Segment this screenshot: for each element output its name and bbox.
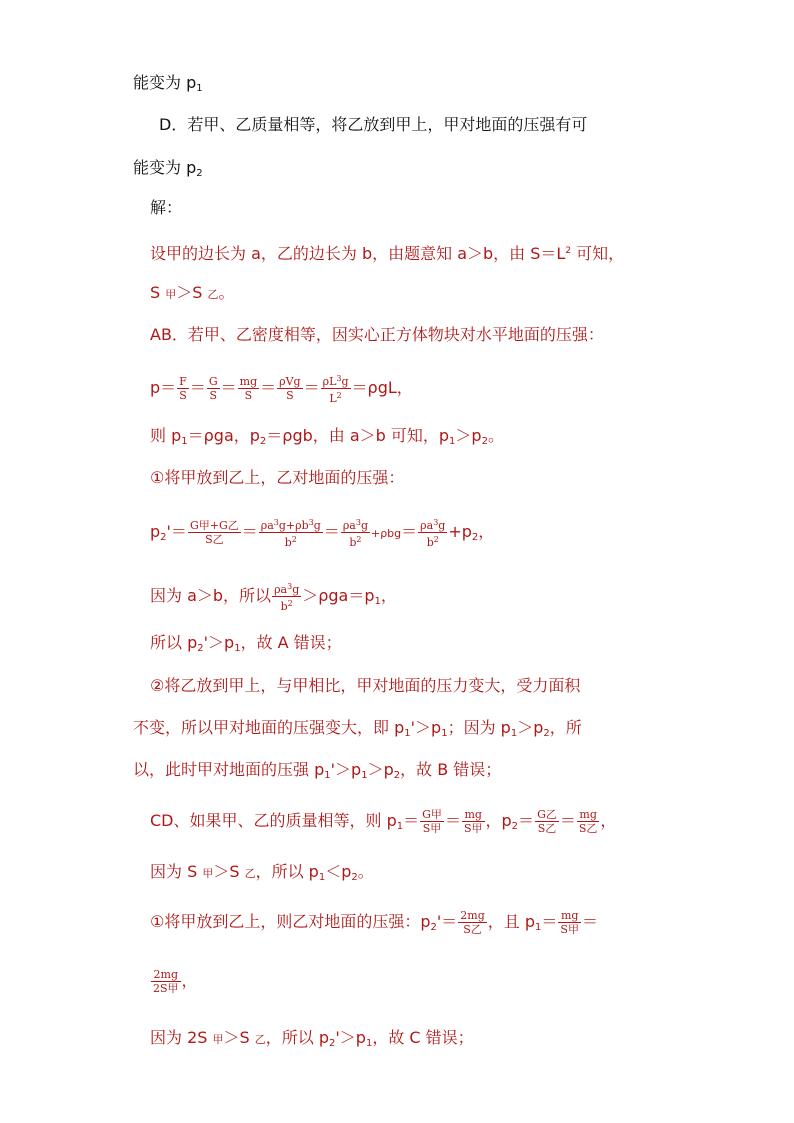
solution-label: 解： xyxy=(150,198,183,217)
text-line: S 甲＞S 乙。 xyxy=(150,283,235,302)
formula-p2-prime-mass: ①将甲放到乙上，则乙对地面的压强：$p_2'=$ $\frac{2mg}{\text{S乙}}$ ，且 $p_1=$ $\frac{mg}{\text{S甲}}$ ＝ xyxy=(150,909,598,936)
formula-pressure: p＝ $\frac{F}{S}$ ＝ $\frac{G}{S}$ ＝ $\frac{mg}{S}$ ＝ $\frac{\text{ρVg}}{S}$ ＝ $\frac{\rho L^3g}{L^2}$ ＝ρgL， xyxy=(150,374,413,405)
option-d: D．若甲、乙质量相等，将乙放到甲上，甲对地面的压强有可 xyxy=(159,115,588,134)
formula-p2-prime: $p_2'=$ $\frac{\text{G甲+G乙}}{\text{S乙}}$ ＝ $\frac{\rho a^3g+\rho b^3g}{b^2}$ ＝ $\frac{\rho a^3g}{b^2}$ +ρbg＝ $\frac{\rho a^3g}{b^2}$ $+p_2$， xyxy=(150,518,495,549)
text-line: 所以 $p_2'>p_1$，故 A 错误； xyxy=(150,633,342,654)
text-line: 则 $p_1=\rho ga$，$p_2=\rho gb$，由 a＞b 可知，$p_1>p_2$。 xyxy=(150,426,504,447)
formula-compare: 因为 a＞b，所以 $\frac{\rho a^3g}{b^2}$ $>\rho ga=p_1$， xyxy=(150,582,397,613)
text-line: 因为 S 甲＞S 乙，所以 $p_1<p_2$。 xyxy=(150,862,374,883)
text-line: 以，此时甲对地面的压强 $p_1'>p_1>p_2$，故 B 错误； xyxy=(133,760,502,781)
formula-equal-mass: CD、如果甲、乙的质量相等，则 $p_1=$ $\frac{\text{G甲}}{\text{S甲}}$ ＝ $\frac{mg}{\text{S甲}}$ ，$p_2=$ $\frac{\text{G乙}}{\text{S乙}}$ ＝ $\frac{mg}{\text{S乙}}$ ， xyxy=(150,808,617,835)
text-line: 因为 2S 甲＞S 乙，所以 $p_2'>p_1$，故 C 错误； xyxy=(150,1028,474,1049)
text-line: 能变为 $p_1$ xyxy=(133,73,203,94)
text-line: 能变为 $p_2$ xyxy=(133,158,203,179)
text-line: ①将甲放到乙上，乙对地面的压强： xyxy=(150,468,405,487)
text-line: 不变，所以甲对地面的压强变大，即 $p_1'>p_1$；因为 $p_1>p_2$，所 xyxy=(133,718,582,739)
formula-2s: $\frac{2mg}{\text{2S甲}}$ ， xyxy=(153,968,198,995)
text-line: AB．若甲、乙密度相等，因实心正方体物块对水平地面的压强： xyxy=(150,325,604,344)
text-line: 设甲的边长为 a，乙的边长为 b，由题意知 a＞b，由 $S=L^2$ 可知， xyxy=(150,244,625,263)
text-line: ②将乙放到甲上，与甲相比，甲对地面的压力变大，受力面积 xyxy=(150,676,581,695)
